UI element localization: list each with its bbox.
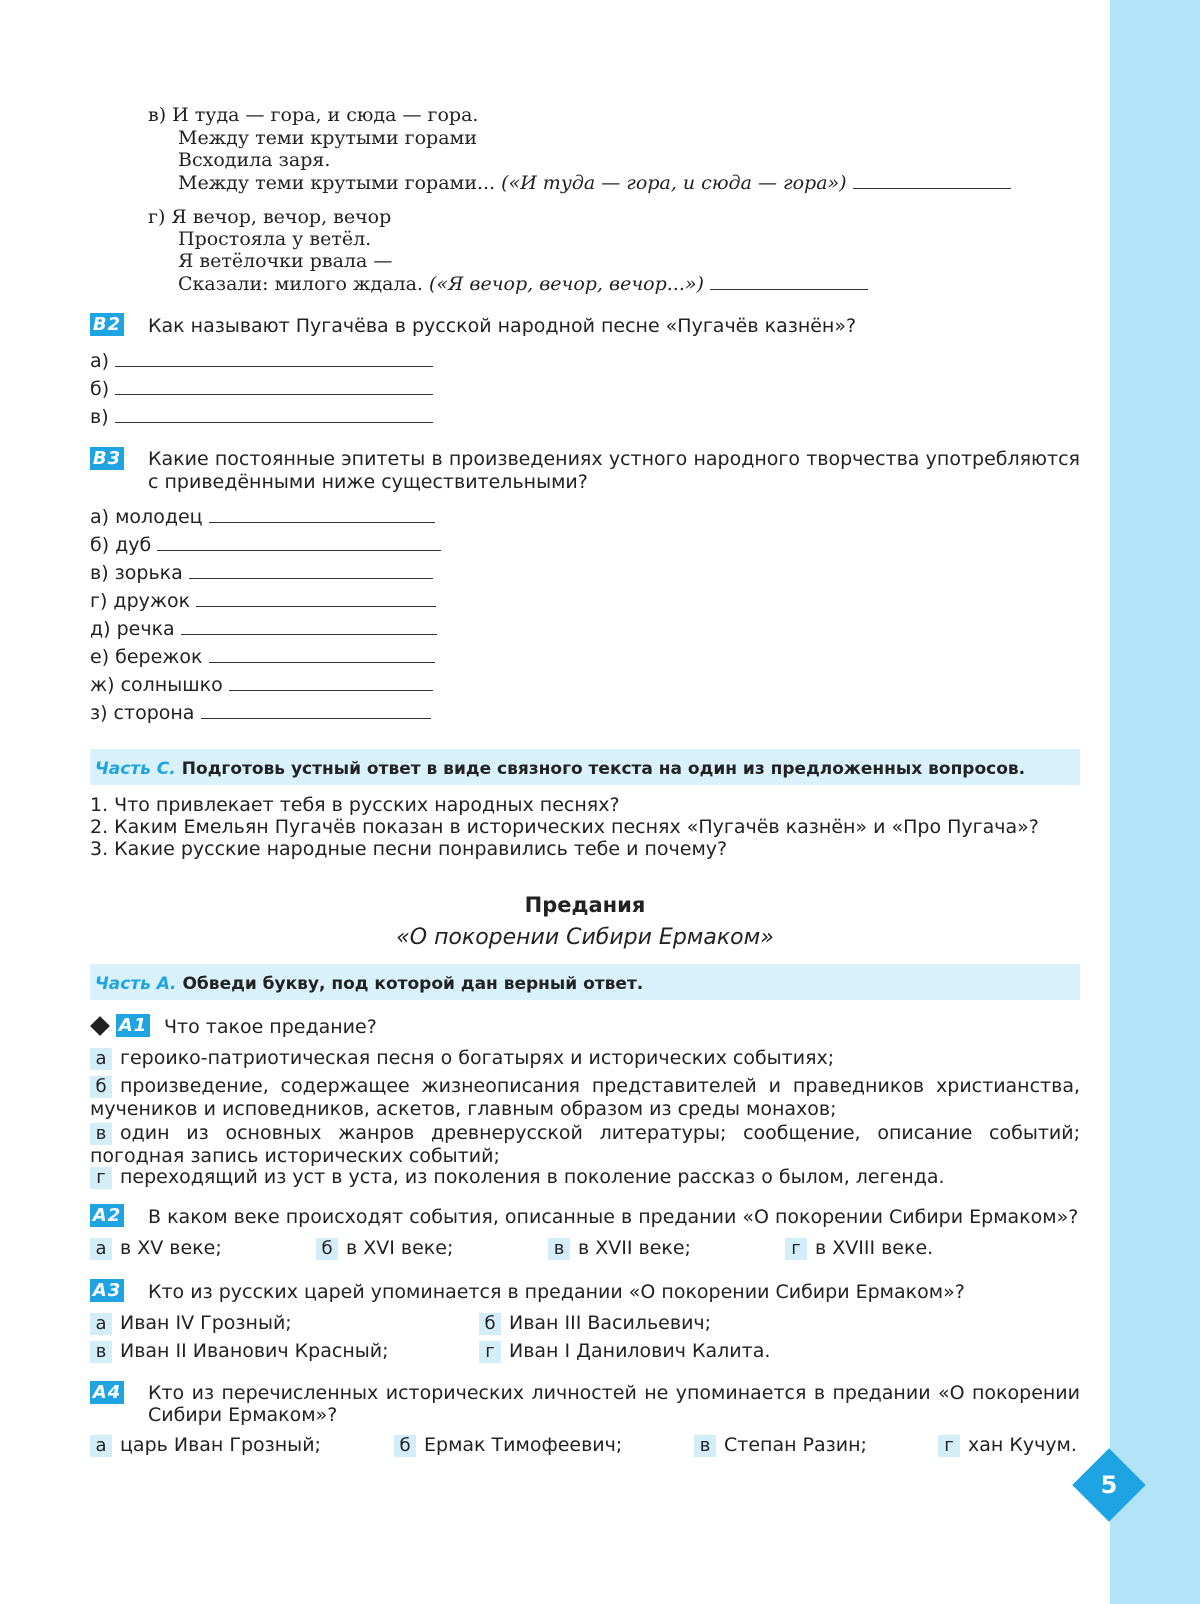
a4-question: Кто из перечисленных исторических личностей не упоминается в предании «О покорении Сибири Ермаком»? bbox=[148, 1382, 1080, 1426]
page-number: 5 bbox=[1100, 1471, 1118, 1499]
b3-item: ж) солнышко bbox=[90, 674, 433, 696]
option-letter[interactable]: в bbox=[548, 1238, 570, 1260]
answer-line[interactable] bbox=[196, 605, 436, 607]
part-c-question: 3. Какие русские народные песни понравились тебе и почему? bbox=[90, 838, 728, 860]
a1-option[interactable]: б произведение, содержащее жизнеописания представителей и праведников христианства, мучеников и исповедников, аскетов, главным образом из среды монахов; bbox=[90, 1075, 1080, 1120]
a2-option[interactable]: б в XVI веке; bbox=[316, 1237, 453, 1260]
part-c-question: 1. Что привлекает тебя в русских народных песнях? bbox=[90, 794, 620, 816]
poem-g-line-2: Простояла у ветёл. bbox=[178, 228, 372, 250]
option-letter[interactable]: б bbox=[90, 1076, 112, 1098]
answer-line[interactable] bbox=[209, 521, 435, 523]
option-letter[interactable]: в bbox=[694, 1435, 716, 1457]
task-tag-b2: В2 bbox=[90, 313, 124, 336]
answer-line[interactable] bbox=[115, 421, 433, 423]
part-c-band bbox=[90, 749, 1080, 785]
option-letter[interactable]: в bbox=[90, 1341, 112, 1363]
option-letter[interactable]: г bbox=[90, 1167, 112, 1189]
page-side-strip bbox=[1110, 0, 1200, 1604]
task-tag-b3: В3 bbox=[90, 447, 124, 470]
a3-question: Кто из русских царей упоминается в предании «О покорении Сибири Ермаком»? bbox=[148, 1281, 965, 1303]
task-tag-a2: А2 bbox=[90, 1204, 124, 1227]
a1-option[interactable]: а героико-патриотическая песня о богатырях и исторических событиях; bbox=[90, 1047, 834, 1070]
answer-line[interactable] bbox=[115, 365, 433, 367]
answer-line[interactable] bbox=[229, 689, 433, 691]
answer-line[interactable] bbox=[710, 288, 868, 290]
b2-question: Как называют Пугачёва в русской народной песне «Пугачёв казнён»? bbox=[148, 315, 857, 337]
section-title: Предания bbox=[524, 893, 646, 917]
a3-option[interactable]: г Иван I Данилович Калита. bbox=[479, 1340, 770, 1363]
a1-question: Что такое предание? bbox=[164, 1016, 377, 1038]
task-tag-a1: А1 bbox=[116, 1014, 150, 1037]
option-letter[interactable]: а bbox=[90, 1238, 112, 1260]
a3-option[interactable]: б Иван III Васильевич; bbox=[479, 1312, 711, 1335]
difficulty-diamond-icon bbox=[90, 1016, 110, 1036]
answer-line[interactable] bbox=[189, 577, 433, 579]
poem-g-line-4 bbox=[178, 273, 868, 295]
a4-option[interactable]: а царь Иван Грозный; bbox=[90, 1434, 321, 1457]
part-c-question: 2. Каким Емельян Пугачёв показан в исторических песнях «Пугачёв казнён» и «Про Пугача»? bbox=[90, 816, 1039, 838]
a3-option[interactable]: а Иван IV Грозный; bbox=[90, 1312, 292, 1335]
b2-item: в) bbox=[90, 406, 433, 428]
poem-v-line-4 bbox=[178, 172, 1011, 194]
poem-g-line-4-text: Сказали: милого ждала. bbox=[178, 273, 423, 295]
option-letter[interactable]: а bbox=[90, 1048, 112, 1070]
option-letter[interactable]: а bbox=[90, 1435, 112, 1457]
poem-g-title: («Я вечор, вечор, вечор...») bbox=[428, 273, 704, 295]
answer-line[interactable] bbox=[201, 717, 431, 719]
a1-option[interactable]: г переходящий из уст в уста, из поколения в поколение рассказ о былом, легенда. bbox=[90, 1166, 945, 1189]
answer-line[interactable] bbox=[115, 393, 433, 395]
a2-option[interactable]: в в XVII веке; bbox=[548, 1237, 691, 1260]
a4-option[interactable]: в Степан Разин; bbox=[694, 1434, 867, 1457]
b3-item: а) молодец bbox=[90, 506, 435, 528]
b3-item: е) бережок bbox=[90, 646, 435, 668]
b3-item: б) дуб bbox=[90, 534, 441, 556]
poem-v-title: («И туда — гора, и сюда — гора») bbox=[501, 172, 847, 194]
part-a-band bbox=[90, 964, 1080, 1000]
a2-question: В каком веке происходят события, описанные в предании «О покорении Сибири Ермаком»? bbox=[148, 1206, 1079, 1228]
option-letter[interactable]: г bbox=[785, 1238, 807, 1260]
poem-v-line-3: Всходила заря. bbox=[178, 149, 331, 171]
answer-line[interactable] bbox=[209, 661, 435, 663]
b3-item: в) зорька bbox=[90, 562, 433, 584]
b3-question: Какие постоянные эпитеты в произведениях устного народного творчества употребляются с приведёнными ниже существительными? bbox=[148, 448, 1080, 493]
b3-item: г) дружок bbox=[90, 590, 436, 612]
option-letter[interactable]: г bbox=[479, 1341, 501, 1363]
option-letter[interactable]: в bbox=[90, 1123, 112, 1145]
option-letter[interactable]: а bbox=[90, 1313, 112, 1335]
option-letter[interactable]: г bbox=[938, 1435, 960, 1457]
task-tag-a3: А3 bbox=[90, 1279, 124, 1302]
task-tag-a4: А4 bbox=[90, 1381, 124, 1404]
a4-option[interactable]: г хан Кучум. bbox=[938, 1434, 1077, 1457]
part-a-label: Часть А. bbox=[95, 974, 177, 994]
b2-item: б) bbox=[90, 378, 433, 400]
a2-option[interactable]: г в XVIII веке. bbox=[785, 1237, 933, 1260]
b3-item: д) речка bbox=[90, 618, 437, 640]
a1-option[interactable]: в один из основных жанров древнерусской литературы; сообщение, описание событий; погодная запись исторических событий; bbox=[90, 1122, 1080, 1167]
part-a-text: Обведи букву, под которой дан верный ответ. bbox=[182, 974, 644, 994]
poem-g-line-1: г) Я вечор, вечор, вечор bbox=[148, 206, 392, 228]
section-subtitle: «О покорении Сибири Ермаком» bbox=[396, 925, 774, 950]
poem-g-line-3: Я ветёлочки рвала — bbox=[178, 250, 393, 272]
option-letter[interactable]: б bbox=[479, 1313, 501, 1335]
answer-line[interactable] bbox=[853, 187, 1011, 189]
poem-v-line-2: Между теми крутыми горами bbox=[178, 127, 477, 149]
poem-v-line-1: в) И туда — гора, и сюда — гора. bbox=[148, 104, 479, 126]
a2-option[interactable]: а в XV веке; bbox=[90, 1237, 222, 1260]
option-letter[interactable]: б bbox=[394, 1435, 416, 1457]
part-c-text: Подготовь устный ответ в виде связного текста на один из предложенных вопросов. bbox=[181, 759, 1026, 779]
a4-option[interactable]: б Ермак Тимофеевич; bbox=[394, 1434, 622, 1457]
answer-line[interactable] bbox=[157, 549, 441, 551]
option-letter[interactable]: б bbox=[316, 1238, 338, 1260]
part-c-label: Часть С. bbox=[95, 759, 176, 779]
answer-line[interactable] bbox=[181, 633, 437, 635]
poem-v-line-4-text: Между теми крутыми горами... bbox=[178, 172, 496, 194]
a3-option[interactable]: в Иван II Иванович Красный; bbox=[90, 1340, 389, 1363]
b2-item: а) bbox=[90, 350, 433, 372]
b3-item: з) сторона bbox=[90, 702, 431, 724]
